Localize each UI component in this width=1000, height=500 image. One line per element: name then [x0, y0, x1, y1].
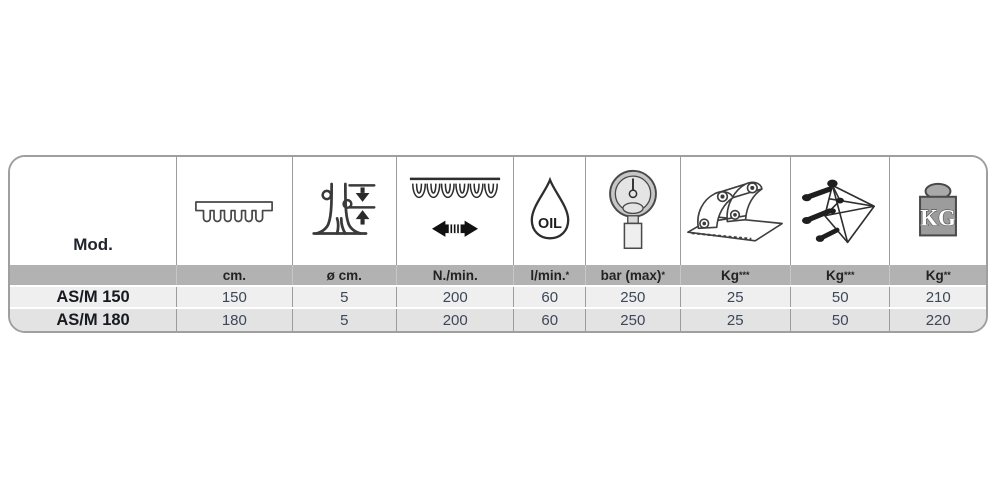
table-row-asm150: [10, 287, 986, 307]
model-column-header: [10, 157, 177, 265]
value-total-weight: 220: [925, 311, 951, 329]
value-total-weight: 210: [925, 288, 951, 306]
value-bracket-weight: 25: [681, 287, 791, 307]
value-branch-diameter: 5: [293, 309, 397, 331]
value-frame-weight: 50: [791, 309, 891, 331]
icon-header-row: [10, 157, 986, 265]
value-strokes: 200: [397, 287, 514, 307]
model-header-label: Mod.: [73, 235, 113, 254]
value-cutting-width: 180: [177, 309, 292, 331]
excavator-bracket-icon: [685, 176, 785, 246]
cutting-width-comb-icon: [194, 200, 274, 223]
value-pressure: 250: [586, 309, 681, 331]
unit-cutting-width: cm.: [177, 265, 292, 285]
kg-label: KG: [920, 204, 957, 230]
column-header-strokes: [397, 157, 514, 265]
unit-total-weight: Kg **: [925, 267, 951, 283]
branch-diameter-tree-icon: [311, 177, 377, 246]
value-cutting-width: 150: [177, 287, 292, 307]
table-row-asm180: [10, 309, 986, 331]
value-pressure: 250: [586, 287, 681, 307]
value-bracket-weight: 25: [681, 309, 791, 331]
model-name: AS/M 180: [10, 309, 177, 331]
column-header-frame-weight: [791, 157, 891, 265]
value-oil-flow: 60: [514, 287, 586, 307]
specification-table: [8, 155, 988, 333]
value-oil-flow: 60: [514, 309, 586, 331]
value-branch-diameter: 5: [293, 287, 397, 307]
strokes-per-minute-icon: [407, 176, 503, 247]
weight-kg-icon: [915, 181, 961, 242]
unit-pressure: bar (max) *: [586, 265, 681, 285]
units-row: [10, 265, 986, 285]
value-frame-weight: 50: [791, 287, 891, 307]
column-header-branch-diameter: [293, 157, 397, 265]
unit-cell-empty: [10, 265, 177, 285]
oil-label: OIL: [537, 215, 562, 232]
model-name: AS/M 150: [10, 287, 177, 307]
linkage-frame-icon: [797, 173, 883, 249]
column-header-cutting-width: [177, 157, 292, 265]
pressure-gauge-icon: [606, 168, 660, 254]
column-header-oil-flow: [514, 157, 586, 265]
unit-branch-diameter: ø cm.: [293, 265, 397, 285]
unit-bracket-weight: Kg ***: [681, 265, 791, 285]
oil-drop-icon: [523, 177, 577, 246]
column-header-pressure: [586, 157, 681, 265]
value-strokes: 200: [397, 309, 514, 331]
unit-frame-weight: Kg ***: [791, 265, 891, 285]
unit-oil-flow: l/min. *: [514, 265, 586, 285]
column-header-bracket-weight: [681, 157, 791, 265]
unit-strokes: N./min.: [397, 265, 514, 285]
column-header-total-weight: [890, 157, 986, 265]
